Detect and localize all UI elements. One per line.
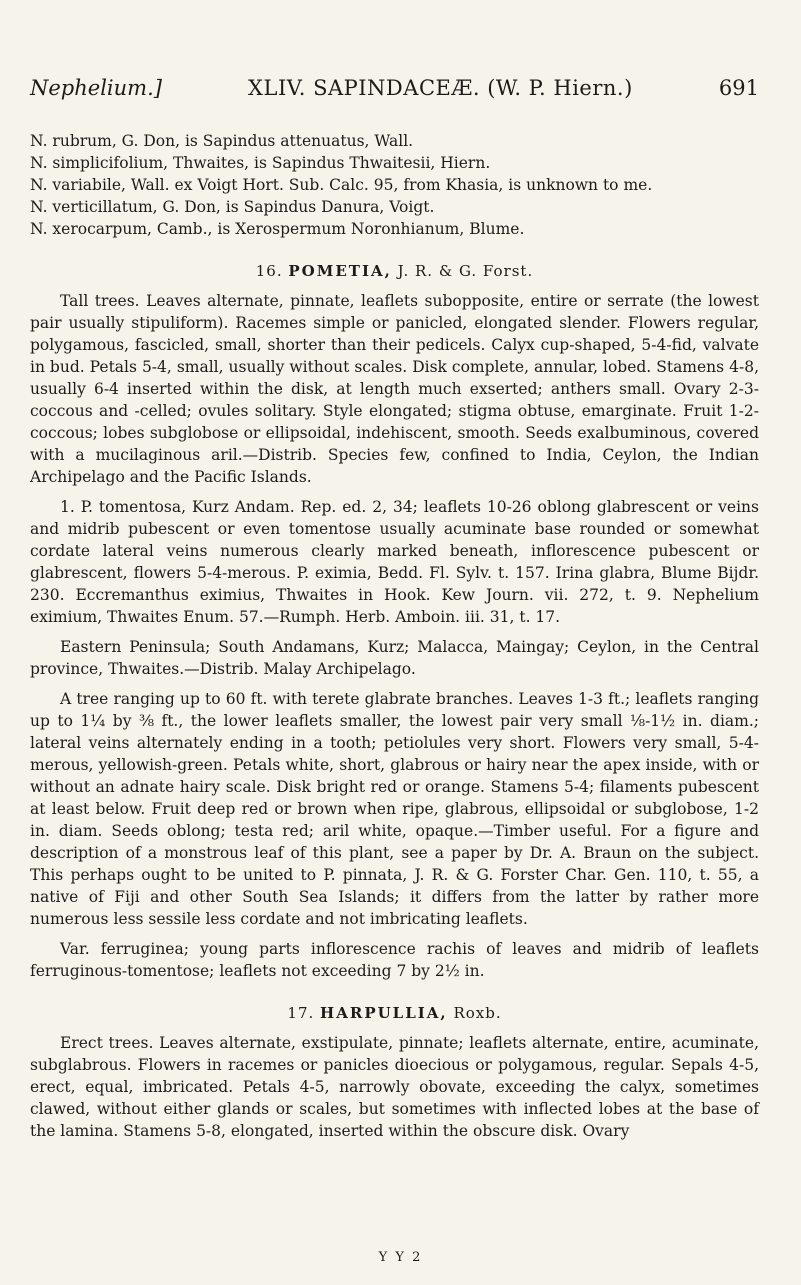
genus-description: Erect trees. Leaves alternate, exstipulate, pinnate; leaflets alternate, entire, acuminate, subglabrous. Flowers in racemes or panicles dioecious or polygamous, regular. Sepals 4-5, erect, equal, imbricated. Petals 4-5, narrowly obovate, exceeding the calyx, sometimes clawed, without either glands or scales, but sometimes with inflected lobes at the base of the lamina. Stamens 5-8, elongated, inserted within the obscure disk. Ovary [30, 1034, 759, 1140]
synonym-item: N. simplicifolium, Thwaites, is Sapindus Thwaitesii, Hiern. [30, 154, 491, 172]
genus-heading-harpullia [30, 1002, 759, 1024]
synonym-item: N. xerocarpum, Camb., is Xerospermum Noronhianum, Blume. [30, 220, 525, 238]
species-description: A tree ranging up to 60 ft. with terete glabrate branches. Leaves 1-3 ft.; leaflets ranging up to 1¼ by ⅜ ft., the lower leaflets smaller, the lowest pair very small ⅛-1½ in. diam.; lateral veins alternately ending in a tooth; petiolules very short. Flowers very small, 5-4-merous, yellowish-green. Petals white, short, glabrous or hairy near the apex inside, with or without an adnate hairy scale. Disk bright red or orange. Stamens 5-4; filaments pubescent at least below. Fruit deep red or brown when ripe, glabrous, ellipsoidal or subglobose, 1-2 in. diam. Seeds oblong; testa red; aril white, opaque.—Timber useful. For a figure and description of a monstrous leaf of this plant, see a paper by Dr. A. Braun on the subject. This perhaps ought to be united to P. pinnata, J. R. & G. Forster Char. Gen. 110, t. 55, a native of Fiji and other South Sea Islands; it differs from the latter by rather more numerous less sessile less cordate and not imbricating leaflets. [30, 690, 759, 928]
page-body [30, 130, 759, 1150]
running-header [30, 76, 759, 100]
genus-authority: J. R. & G. Forst. [397, 262, 534, 280]
genus-heading-pometia [30, 260, 759, 282]
signature-mark: Y Y 2 [378, 1250, 423, 1265]
genus-description: Tall trees. Leaves alternate, pinnate, leaflets subopposite, entire or serrate (the lowest pair usually stipuliform). Racemes simple or panicled, elongated slender. Flowers regular, polygamous, fascicled, small, shorter than their pedicels. Calyx cup-shaped, 5-4-fid, valvate in bud. Petals 5-4, small, usually without scales. Disk complete, annular, lobed. Stamens 4-8, usually 6-4 inserted within the disk, at length much exserted; anthers small. Ovary 2-3-coccous and -celled; ovules solitary. Style elongated; stigma obtuse, emarginate. Fruit 1-2-coccous; lobes subglobose or ellipsoidal, indehiscent, smooth. Seeds exalbuminous, covered with a mucilaginous aril.—Distrib. Species few, confined to India, Ceylon, the Indian Archipelago and the Pacific Islands. [30, 292, 759, 486]
species-distribution: Eastern Peninsula; South Andamans, Kurz; Malacca, Maingay; Ceylon, in the Central province, Thwaites.—Distrib. Malay Archipelago. [30, 638, 759, 678]
species-variety: Var. ferruginea; young parts inflorescence rachis of leaves and midrib of leaflets ferruginous-tomentose; leaflets not exceeding 7 by 2½ in. [30, 940, 759, 980]
synonym-item: N. variabile, Wall. ex Voigt Hort. Sub. Calc. 95, from Khasia, is unknown to me. [30, 176, 653, 194]
genus-name: HARPULLIA, [320, 1004, 448, 1022]
genus-name: POMETIA, [288, 262, 392, 280]
header-genus: Nephelium.] [30, 76, 162, 100]
page-number: 691 [718, 76, 759, 100]
genus-number: 16. [255, 262, 283, 280]
synonym-item: N. verticillatum, G. Don, is Sapindus Danura, Voigt. [30, 198, 435, 216]
species-heading: 1. P. tomentosa, Kurz Andam. Rep. ed. 2, 34; leaflets 10-26 oblong glabrescent or veins and midrib pubescent or even tomentose usually acuminate base rounded or somewhat cordate lateral veins numerous clearly marked beneath, inflorescence pubescent or glabrescent, flowers 5-4-merous. P. eximia, Bedd. Fl. Sylv. t. 157. Irina glabra, Blume Bijdr. 230. Eccremanthus eximius, Thwaites in Hook. Kew Journ. vii. 272, t. 9. Nephelium eximium, Thwaites Enum. 57.—Rumph. Herb. Amboin. iii. 31, t. 17. [30, 498, 759, 626]
header-family: XLIV. SAPINDACEÆ. (W. P. Hiern.) [248, 76, 633, 100]
genus-number: 17. [287, 1004, 315, 1022]
synonym-item: N. rubrum, G. Don, is Sapindus attenuatus, Wall. [30, 132, 414, 150]
synonym-list [30, 130, 759, 240]
genus-authority: Roxb. [453, 1004, 502, 1022]
